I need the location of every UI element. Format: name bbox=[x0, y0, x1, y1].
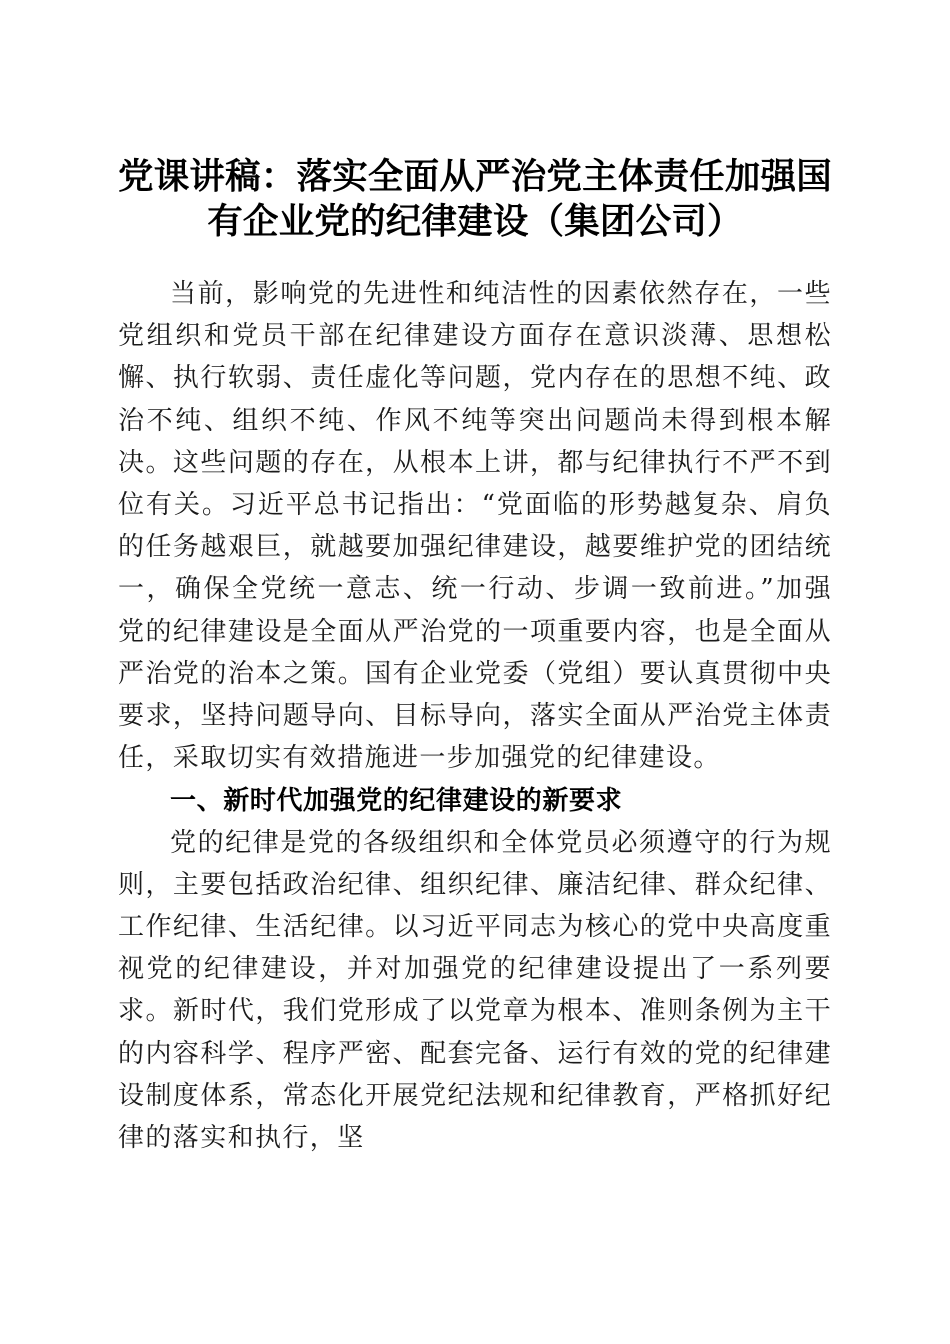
intro-paragraph: 当前，影响党的先进性和纯洁性的因素依然存在，一些党组织和党员干部在纪律建设方面存在意识淡薄、思想松懈、执行软弱、责任虚化等问题，党内存在的思想不纯、政治不纯、组织不纯、作风不纯等突出问题尚未得到根本解决。这些问题的存在，从根本上讲，都与纪律执行不严不到位有关。习近平总书记指出：“党面临的形势越复杂、肩负的任务越艰巨，就越要加强纪律建设，越要维护党的团结统一，确保全党统一意志、统一行动、步调一致前进。”加强党的纪律建设是全面从严治党的一项重要内容，也是全面从严治党的治本之策。国有企业党委（党组）要认真贯彻中央要求，坚持问题导向、目标导向，落实全面从严治党主体责任，采取切实有效措施进一步加强党的纪律建设。 bbox=[118, 279, 832, 774]
page-title-line-2: 有企业党的纪律建设（集团公司） bbox=[207, 200, 743, 241]
page-title-line-1: 党课讲稿：落实全面从严治党主体责任加强国 bbox=[118, 155, 833, 196]
document-body bbox=[118, 273, 832, 1159]
section-heading-1: 一、新时代加强党的纪律建设的新要求 bbox=[170, 785, 623, 816]
section-1-paragraph-1: 党的纪律是党的各级组织和全体党员必须遵守的行为规则，主要包括政治纪律、组织纪律、廉洁纪律、群众纪律、工作纪律、生活纪律。以习近平同志为核心的党中央高度重视党的纪律建设，并对加强党的纪律建设提出了一系列要求。新时代，我们党形成了以党章为根本、准则条例为主干的内容科学、程序严密、配套完备、运行有效的党的纪律建设制度体系，常态化开展党纪法规和纪律教育，严格抓好纪律的落实和执行，坚 bbox=[118, 827, 832, 1154]
page-title bbox=[118, 154, 832, 244]
